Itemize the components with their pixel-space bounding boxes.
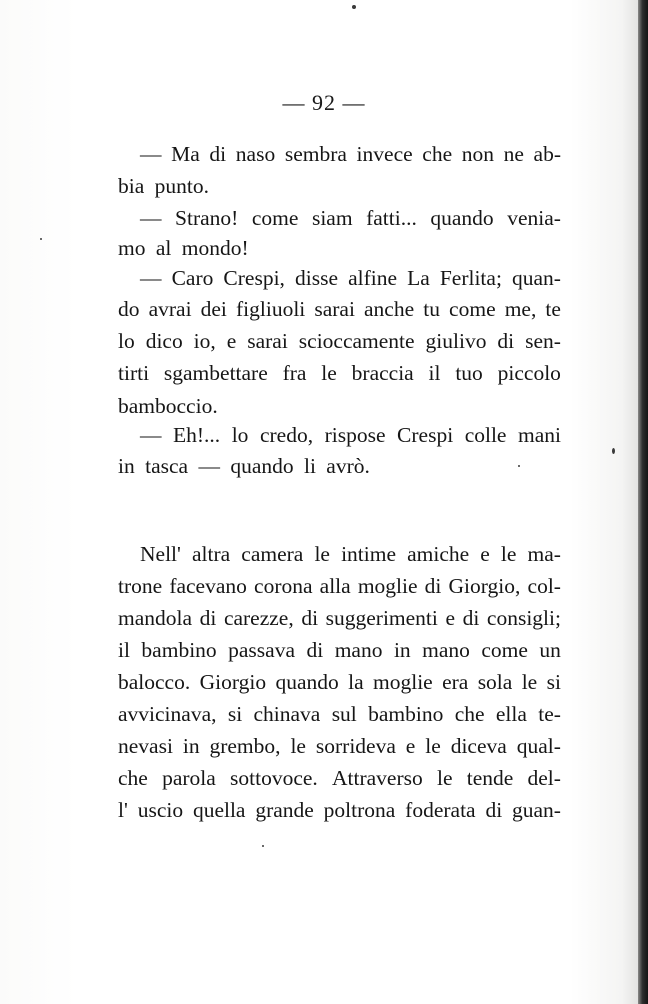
paper-speck [518,465,520,467]
paper-speck [352,5,356,9]
paper-speck [262,845,264,847]
text-line: nevasi in grembo, le sorrideva e le diceva qual- [118,734,561,758]
text-line: do avrai dei figliuoli sarai anche tu come me, te [118,297,561,321]
text-line: balocco. Giorgio quando la moglie era sola le si [118,670,561,694]
text-line: — Eh!... lo credo, rispose Crespi colle mani [140,423,561,447]
text-line: Nell' altra camera le intime amiche e le ma- [140,542,561,566]
page-binding-edge [638,0,648,1004]
text-line: mo al mondo! [118,236,249,260]
text-line: — Strano! come siam fatti... quando venia- [140,206,561,230]
text-line: bamboccio. [118,394,218,418]
text-line: tirti sgambettare fra le braccia il tuo piccolo [118,361,561,385]
text-line: — Ma di naso sembra invece che non ne ab- [140,142,561,166]
text-line: — Caro Crespi, disse alfine La Ferlita; quan- [140,266,561,290]
text-line: in tasca — quando li avrò. [118,454,370,478]
text-line: che parola sottovoce. Attraverso le tende del- [118,766,561,790]
paper-speck [612,448,615,454]
text-line: bia punto. [118,174,209,198]
text-line: lo dico io, e sarai scioccamente giulivo di sen- [118,329,561,353]
text-line: l' uscio quella grande poltrona foderata di guan- [118,798,561,822]
text-line: il bambino passava di mano in mano come un [118,638,561,662]
text-line: trone facevano corona alla moglie di Giorgio, col- [118,574,561,598]
text-line: mandola di carezze, di suggerimenti e di consigli; [118,606,561,630]
text-line: avvicinava, si chinava sul bambino che ella te- [118,702,561,726]
paper-speck [40,238,42,240]
page-number: — 92 — [282,90,366,115]
